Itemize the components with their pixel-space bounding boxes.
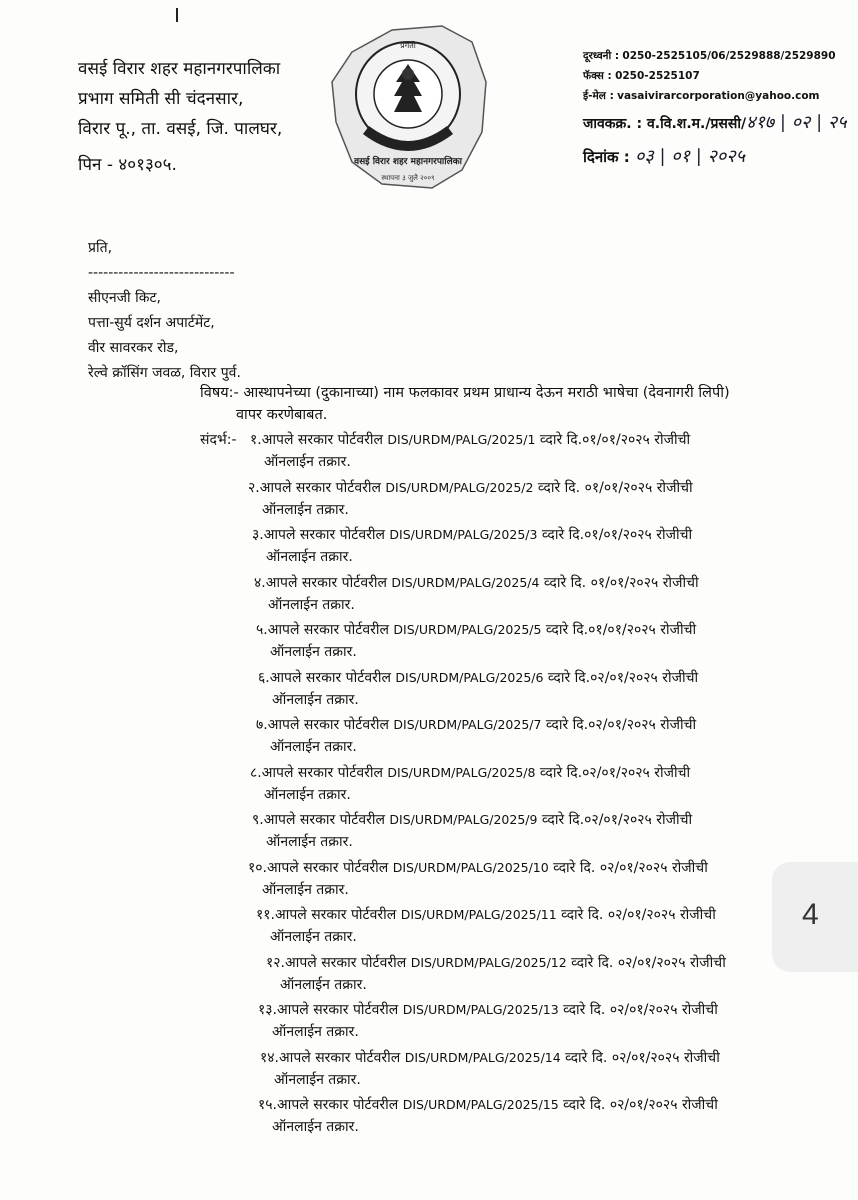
reference-code: DIS/URDM/PALG/2025/1: [387, 432, 536, 447]
reference-number: १२.: [266, 954, 286, 971]
reference-line: ऑनलाईन तक्रार.: [266, 549, 353, 565]
page-number-indicator[interactable]: [772, 862, 858, 972]
reference-line: ऑनलाईन तक्रार.: [272, 691, 359, 708]
reference-code: DIS/URDM/PALG/2025/5: [393, 622, 542, 637]
reference-code: DIS/URDM/PALG/2025/8: [387, 764, 536, 780]
seal-founded: स्थापना ३ जुलै २००९: [381, 174, 435, 182]
reference-date: व्दारे दि. ०१/०१/२०२५ रोजीची: [539, 574, 699, 591]
reference-date: व्दारे दि. ०२/०१/२०२५ रोजीची: [558, 1002, 718, 1018]
seal-motto: प्रगती: [400, 41, 416, 50]
blank-line: -----------------------------: [88, 265, 235, 281]
reference-item: [258, 1000, 718, 1041]
reference-code: DIS/URDM/PALG/2025/14: [404, 1049, 561, 1065]
reference-number: १०.: [248, 859, 268, 876]
phone-label: दूरध्वनी :: [583, 50, 620, 62]
page-number: 4: [802, 898, 819, 931]
recipient-block: [88, 236, 241, 386]
reference-date: व्दारे दि.०१/०१/२०२५ रोजीची: [535, 432, 691, 448]
seal-title: वसई विरार शहर महानगरपालिका: [354, 157, 462, 167]
reference-number: ७.: [256, 717, 268, 733]
reference-number: १३.: [258, 1002, 278, 1018]
fax-label: फॅक्स :: [583, 70, 612, 82]
reference-prefix: आपले सरकार पोर्टवरील: [279, 1049, 401, 1066]
reference-item: [250, 430, 690, 471]
reference-line: ऑनलाईन तक्रार.: [264, 454, 351, 470]
reference-item: [252, 810, 692, 851]
reference-line: [258, 668, 698, 687]
reference-prefix: आपले सरकार पोर्टवरील: [267, 717, 389, 733]
subject-line: आस्थापनेच्या (दुकानाच्या) नाम फलकावर प्रथम प्राधान्य देऊन मराठी भाषेचा (देवनागरी लिपी): [243, 385, 730, 401]
reference-line: ऑनलाईन तक्रार.: [270, 739, 357, 755]
reference-date: व्दारे दि. ०२/०१/२०२५ रोजीची: [558, 1097, 718, 1113]
recipient-line: पत्ता-सुर्य दर्शन अपार्टमेंट,: [88, 315, 215, 331]
reference-code: DIS/URDM/PALG/2025/6: [395, 669, 544, 685]
reference-number: ४.: [254, 574, 266, 591]
reference-number: १४.: [260, 1049, 280, 1066]
fax-number: 0250-2525107: [615, 70, 700, 82]
reference-line: [256, 905, 716, 924]
reference-prefix: आपले सरकार पोर्टवरील: [275, 907, 397, 923]
reference-line: ऑनलाईन तक्रार.: [270, 644, 357, 660]
reference-date: व्दारे दि. ०२/०१/२०२५ रोजीची: [548, 859, 708, 876]
reference-date: व्दारे दि.०२/०१/२०२५ रोजीची: [535, 764, 691, 781]
reference-prefix: आपले सरकार पोर्टवरील: [267, 859, 389, 876]
email-label: ई-मेल :: [583, 90, 614, 102]
reference-line: ऑनलाईन तक्रार.: [272, 1119, 359, 1135]
reference-item: [266, 953, 726, 994]
reference-prefix: आपले सरकार पोर्टवरील: [259, 479, 381, 496]
reference-code: DIS/URDM/PALG/2025/12: [410, 954, 567, 970]
reference-item: [258, 1095, 718, 1136]
reference-line: [250, 763, 690, 782]
municipal-seal-icon: [322, 12, 494, 194]
reference-line: [266, 953, 726, 972]
reference-prefix: आपले सरकार पोर्टवरील: [261, 432, 383, 448]
reference-item: [256, 905, 716, 946]
reference-line: ऑनलाईन तक्रार.: [270, 929, 357, 945]
reference-prefix: आपले सरकार पोर्टवरील: [277, 1097, 399, 1113]
reference-item: [254, 573, 699, 614]
reference-line: [256, 715, 696, 734]
salutation: प्रति,: [88, 240, 113, 256]
reference-item: [256, 620, 696, 661]
reference-line: [250, 430, 690, 449]
reference-date: व्दारे दि.०२/०१/२०२५ रोजीची: [541, 717, 697, 733]
scan-mark: [176, 8, 178, 22]
reference-code: DIS/URDM/PALG/2025/9: [389, 812, 538, 827]
reference-prefix: आपले सरकार पोर्टवरील: [269, 669, 391, 686]
reference-date: व्दारे दि. ०२/०१/२०२५ रोजीची: [556, 907, 716, 923]
reference-line: ऑनलाईन तक्रार.: [280, 976, 367, 993]
reference-date: व्दारे दि. ०२/०१/२०२५ रोजीची: [566, 954, 726, 971]
reference-number: १.: [250, 432, 262, 448]
reference-item: [252, 525, 692, 566]
reference-prefix: आपले सरकार पोर्टवरील: [285, 954, 407, 971]
recipient-line: सीएनजी किट,: [88, 290, 161, 306]
office-address: [78, 54, 282, 180]
address-line: प्रभाग समिती सी चंदनसार,: [78, 89, 244, 109]
reference-number: ६.: [258, 669, 270, 686]
reference-date: व्दारे दि.०१/०१/२०२५ रोजीची: [537, 527, 693, 543]
reference-line: [258, 1095, 718, 1114]
reference-date: व्दारे दि. ०१/०१/२०२५ रोजीची: [533, 479, 693, 496]
reference-line: [248, 858, 708, 877]
reference-line: ऑनलाईन तक्रार.: [262, 881, 349, 898]
date-handwritten: ०३ | ०१ | २०२५: [635, 146, 745, 167]
address-line: वसई विरार शहर महानगरपालिका: [78, 59, 281, 79]
reference-line: ऑनलाईन तक्रार.: [266, 834, 353, 850]
reference-number: ११.: [256, 907, 276, 923]
reference-line: ऑनलाईन तक्रार.: [268, 596, 355, 613]
reference-number: ५.: [256, 622, 268, 638]
subject-label: विषय:-: [200, 385, 239, 401]
reference-line: [256, 620, 696, 639]
reference-line: [254, 573, 699, 592]
reference-line: ऑनलाईन तक्रार.: [264, 786, 351, 803]
reference-line: [260, 1048, 720, 1067]
reference-item: [256, 715, 696, 756]
reference-prefix: आपले सरकार पोर्टवरील: [263, 812, 385, 828]
contact-block: [583, 46, 836, 106]
reference-date: व्दारे दि.०२/०१/२०२५ रोजीची: [543, 669, 699, 686]
recipient-line: रेल्वे क्रॉसिंग जवळ, विरार पुर्व.: [88, 365, 241, 381]
reference-number: १५.: [258, 1097, 278, 1113]
address-line: पिन - ४०१३०५.: [78, 155, 177, 175]
reference-prefix: आपले सरकार पोर्टवरील: [277, 1002, 399, 1018]
reference-line: [252, 525, 692, 544]
reference-item: [258, 668, 698, 709]
reference-line: [248, 478, 693, 497]
reference-line: [252, 810, 692, 829]
reference-code: DIS/URDM/PALG/2025/7: [393, 717, 542, 732]
reference-prefix: आपले सरकार पोर्टवरील: [261, 764, 383, 781]
reference-prefix: आपले सरकार पोर्टवरील: [265, 574, 387, 591]
address-line: विरार पू., ता. वसई, जि. पालघर,: [78, 119, 283, 139]
letter-date: [583, 144, 745, 168]
references-label: संदर्भ:-: [200, 432, 237, 448]
outward-number: [583, 110, 847, 134]
reference-code: DIS/URDM/PALG/2025/4: [391, 574, 540, 590]
reference-number: ९.: [252, 812, 264, 828]
reference-date: व्दारे दि. ०२/०१/२०२५ रोजीची: [560, 1049, 720, 1066]
reference-line: ऑनलाईन तक्रार.: [274, 1071, 361, 1088]
recipient-line: वीर सावरकर रोड,: [88, 340, 179, 356]
email-address: vasaivirarcorporation@yahoo.com: [617, 90, 820, 102]
reference-line: [258, 1000, 718, 1019]
reference-number: ८.: [250, 764, 262, 781]
reference-code: DIS/URDM/PALG/2025/3: [389, 527, 538, 542]
reference-line: ऑनलाईन तक्रार.: [272, 1024, 359, 1040]
outward-handwritten: ४१७ | ०२ | २५: [746, 112, 847, 133]
reference-prefix: आपले सरकार पोर्टवरील: [263, 527, 385, 543]
reference-date: व्दारे दि.०१/०१/२०२५ रोजीची: [541, 622, 697, 638]
reference-item: [248, 478, 693, 519]
reference-item: [248, 858, 708, 899]
date-label: दिनांक :: [583, 148, 630, 166]
reference-code: DIS/URDM/PALG/2025/10: [392, 859, 549, 875]
reference-item: [260, 1048, 720, 1089]
reference-prefix: आपले सरकार पोर्टवरील: [267, 622, 389, 638]
reference-code: DIS/URDM/PALG/2025/2: [385, 479, 534, 495]
reference-date: व्दारे दि.०२/०१/२०२५ रोजीची: [537, 812, 693, 828]
reference-line: ऑनलाईन तक्रार.: [262, 501, 349, 518]
reference-code: DIS/URDM/PALG/2025/11: [400, 907, 557, 922]
subject-block: [200, 382, 760, 426]
outward-label: जावकक्र. : व.वि.श.म./प्रससी/: [583, 116, 747, 132]
reference-number: ३.: [252, 527, 264, 543]
reference-item: [250, 763, 690, 804]
reference-number: २.: [248, 479, 260, 496]
phone-number: 0250-2525105/06/2529888/2529890: [622, 50, 836, 62]
subject-line: वापर करणेबाबत.: [236, 407, 328, 423]
reference-code: DIS/URDM/PALG/2025/15: [402, 1097, 559, 1112]
reference-code: DIS/URDM/PALG/2025/13: [402, 1002, 559, 1017]
